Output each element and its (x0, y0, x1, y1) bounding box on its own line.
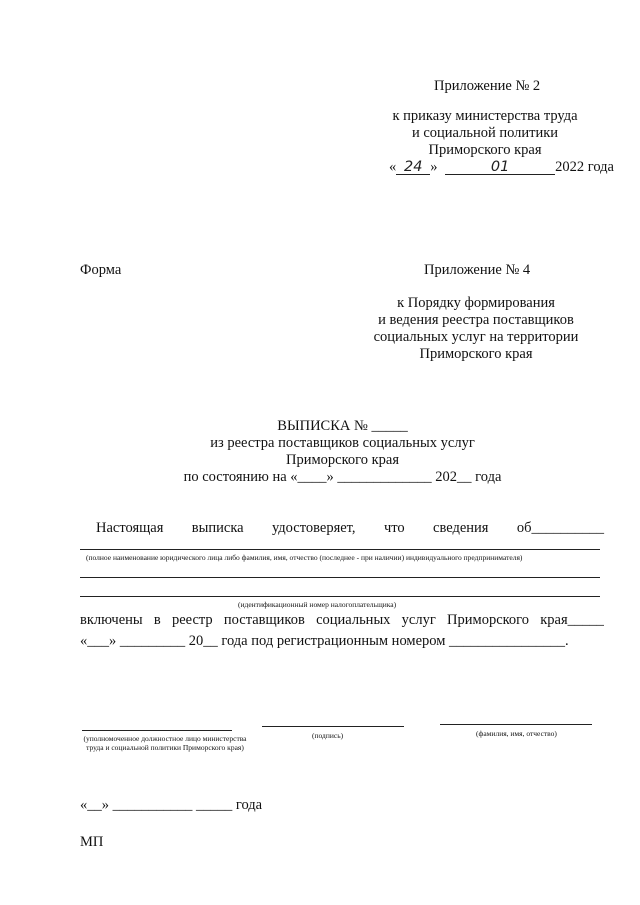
word: Приморского (447, 612, 530, 628)
form-label: Форма (80, 262, 122, 278)
extract-date-line: по состоянию на «____» _____________ 202__ года (183, 469, 502, 485)
word: выписка (191, 520, 244, 536)
body-line-2 (80, 612, 604, 629)
word: об__________ (516, 520, 604, 536)
caption-name: (фамилия, имя, отчество) (476, 729, 557, 738)
date-open-quote: « (389, 159, 397, 175)
caption-official: (уполномоченное должностное лицо министерства труда и социальной политики Приморского края) (83, 734, 247, 752)
fill-line-1 (80, 577, 600, 578)
appendix4-title: Приложение № 4 (424, 262, 531, 278)
body-line-3: «___» _________ 20__ года под регистрационным номером ________________. (80, 633, 569, 649)
word: реестр (171, 612, 213, 628)
date-close-quote: » (430, 159, 438, 175)
caption-inn: (идентификационный номер налогоплательщика) (238, 600, 397, 609)
date-year: 2022 (555, 159, 585, 175)
extract-subtitle-2: Приморского края (285, 452, 399, 468)
word: края_____ (540, 612, 604, 628)
appendix2-line-1: к приказу министерства труда (392, 108, 578, 124)
footer-date-line: «__» ___________ _____ года (80, 797, 263, 813)
appendix2-date (389, 159, 614, 176)
extract-subtitle-1: из реестра поставщиков социальных услуг (210, 435, 475, 451)
handwritten-month: 01 (445, 160, 555, 175)
stamp-label: МП (80, 834, 104, 850)
appendix4-line-2: и ведения реестра поставщиков (378, 312, 574, 328)
date-suffix: года (587, 159, 614, 175)
word: что (383, 520, 405, 536)
appendix4-line-3: социальных услуг на территории (373, 329, 579, 345)
word: включены (80, 612, 143, 628)
official-line (82, 730, 232, 731)
caption-signature: (подпись) (312, 731, 344, 740)
appendix2-title: Приложение № 2 (434, 78, 541, 94)
caption-fullname: (полное наименование юридического лица либо фамилия, имя, отчество (последнее - при наличии) индивидуального предпринимателя) (86, 553, 523, 562)
word: поставщиков (223, 612, 305, 628)
appendix4-line-1: к Порядку формирования (397, 295, 555, 311)
appendix2-line-2: и социальной политики (411, 125, 559, 141)
word: в (153, 612, 161, 628)
body-line-1 (96, 520, 604, 537)
signature-line (262, 726, 404, 727)
handwritten-day: 24 (396, 160, 430, 175)
fill-line-2 (80, 596, 600, 597)
word: услуг (401, 612, 436, 628)
word: удостоверяет, (271, 520, 356, 536)
fullname-line (80, 549, 600, 550)
appendix4-line-4: Приморского края (419, 346, 533, 362)
word: социальных (316, 612, 391, 628)
appendix2-line-3: Приморского края (428, 142, 542, 158)
word: сведения (433, 520, 489, 536)
word: Настоящая (96, 520, 164, 536)
extract-title: ВЫПИСКА № _____ (277, 418, 408, 434)
name-line (440, 724, 592, 725)
